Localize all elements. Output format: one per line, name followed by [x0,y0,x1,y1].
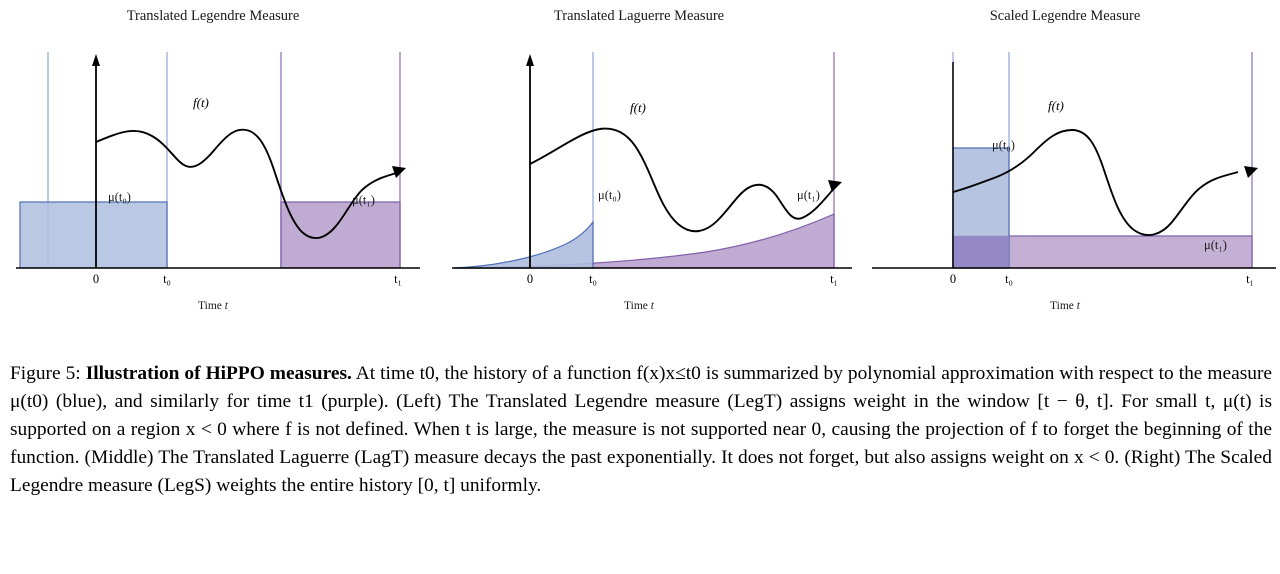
measure-area-mu-t1 [281,202,400,268]
signal-curve-arrowhead [392,166,406,178]
panel-title: Scaled Legendre Measure [989,8,1141,24]
tick-label-t1: t₁ [1246,272,1254,286]
mu-t0-label: μ(t₀) [598,188,621,202]
x-axis-label-var: t [224,300,228,312]
mu-t1-label: μ(t₁) [1204,238,1227,252]
mu-t1-label: μ(t₁) [352,193,375,207]
tick-label-0: 0 [526,272,534,286]
panel-translated-laguerre [426,0,852,330]
figure-caption-body: At time t0, the history of a function f(x)x≤t0 is summarized by polynomial approximation with respect to the measure μ(t0) (blue), and similarly for time t1 (purple). (Left) The Translated Legendre measure (LegT) assigns weight in the window [t − θ, t]. For small t, μ(t) is supported on a region x < 0 where f is not defined. When t is large, the measure is not supported near 0, causing the projection of f to forget the beginning of the function. (Middle) The Translated Laguerre (LagT) measure decays the past exponentially. It does not forget, but also assigns weight on x < 0. (Right) The Scaled Legendre measure (LegS) weights the entire history [0, t] uniformly. [10,363,1273,496]
y-axis-arrowhead [92,54,100,66]
x-axis-label-prefix: Time [1050,300,1077,312]
mu-t0-label: μ(t₀) [992,138,1015,152]
tick-label-t0: t₀ [1005,272,1013,286]
panel-translated-legendre [0,0,426,330]
tick-label-t1: t₁ [830,272,838,286]
signal-curve-f [530,129,836,232]
x-axis-label-var: t [650,300,654,312]
plot-area-scaled-legendre [852,40,1278,290]
measure-area-mu-t0 [20,202,167,268]
chart-svg-lagt [426,40,852,290]
plot-area-translated-laguerre [426,40,852,290]
f-label: f(t) [193,95,209,110]
x-axis-label [0,300,426,312]
measure-overlap-region [953,236,1009,268]
signal-curve-arrowhead [828,180,842,192]
measure-area-mu-t0 [454,222,593,268]
x-axis-label [852,300,1278,312]
plot-area-translated-legendre [0,40,426,290]
mu-t0-label: μ(t₀) [108,190,131,204]
x-axis-label-prefix: Time [624,300,651,312]
x-axis-label [426,300,852,312]
x-axis-label-var: t [1076,300,1080,312]
mu-t1-label: μ(t₁) [797,188,820,202]
measure-area-mu-t1 [454,214,834,268]
tick-label-t0: t₀ [163,272,171,286]
tick-label-0: 0 [949,272,957,286]
y-axis-arrowhead [526,54,534,66]
x-axis-label-prefix: Time [198,300,225,312]
figure-label: Figure 5: [10,363,81,384]
tick-label-t1: t₁ [394,272,402,286]
f-label: f(t) [630,100,646,115]
panel-scaled-legendre [852,0,1278,330]
panel-title: Translated Legendre Measure [126,8,300,24]
signal-curve-arrowhead [1244,166,1258,178]
panel-title: Translated Laguerre Measure [553,8,725,24]
tick-label-t0: t₀ [589,272,597,286]
figure-caption [10,360,1272,500]
figure-caption-title: Illustration of HiPPO measures. [85,363,352,384]
chart-svg-legt [0,40,426,290]
tick-label-0: 0 [92,272,100,286]
f-label: f(t) [1048,98,1064,113]
